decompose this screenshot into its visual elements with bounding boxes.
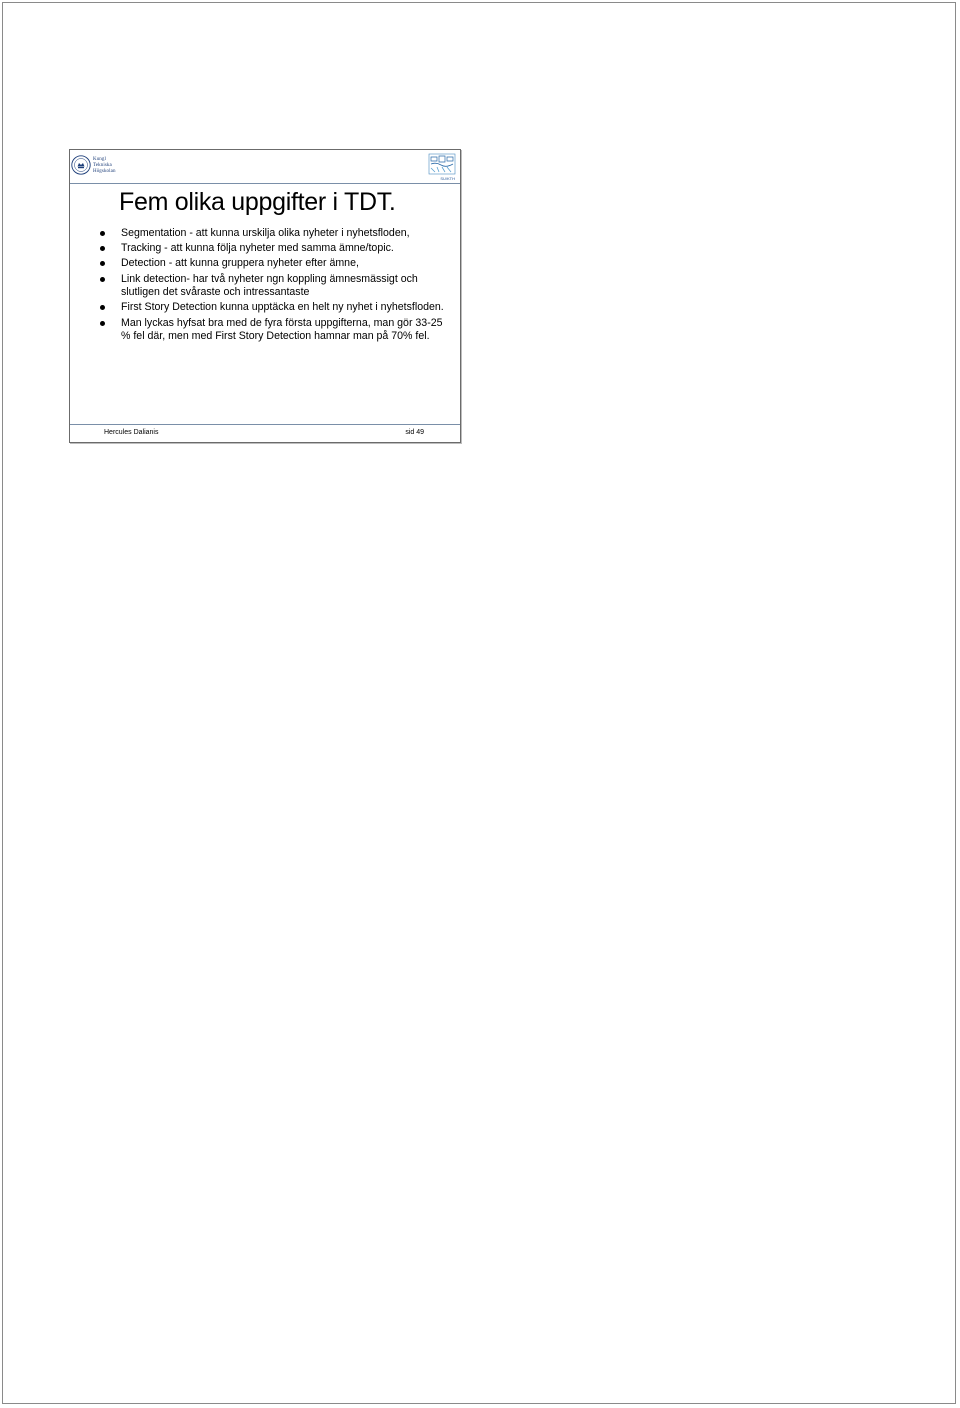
bullet-dot-icon [100, 231, 105, 236]
stockholm-university-crest-icon [427, 151, 457, 177]
footer-page-number: sid 49 [405, 429, 424, 436]
bullet-dot-icon [100, 246, 105, 251]
bullet-text: First Story Detection kunna upptäcka en helt ny nyhet i nyhetsfloden. [121, 301, 444, 314]
logo-text-line-2: Tekniska [93, 163, 112, 168]
slide-footer [70, 424, 460, 442]
bullet-text: Tracking - att kunna följa nyheter med samma ämne/topic. [121, 242, 394, 255]
bullet-dot-icon [100, 321, 105, 326]
bullet-item [96, 227, 446, 241]
kth-crest-icon [71, 152, 91, 178]
bullet-dot-icon [100, 305, 105, 310]
logo-text-line-3: Högskolan [93, 169, 116, 174]
footer-author: Hercules Dalianis [104, 429, 159, 436]
bullet-item [96, 301, 446, 315]
bullet-text: Segmentation - att kunna urskilja olika nyheter i nyhetsfloden, [121, 227, 410, 239]
bullet-item [96, 242, 446, 256]
slide-header [70, 150, 460, 184]
bullet-item [96, 273, 446, 300]
bullet-text: Link detection- har två nyheter ngn koppling ämnesmässigt och slutligen det svåraste och intressantaste [121, 272, 418, 299]
logo-text-line-1: Kungl [93, 157, 106, 162]
bullet-item [96, 317, 446, 344]
bullet-list [96, 227, 446, 345]
bullet-item [96, 257, 446, 271]
bullet-text: Man lyckas hyfsat bra med de fyra första uppgifterna, man gör 33-25 % fel där, men med First Story Detection hamnar man på 70% fel. [121, 316, 443, 343]
bullet-dot-icon [100, 261, 105, 266]
su-logo [427, 151, 457, 181]
bullet-text: Detection - att kunna gruppera nyheter efter ämne, [121, 257, 359, 270]
bullet-dot-icon [100, 277, 105, 282]
slide-title: Fem olika uppgifter i TDT. [119, 188, 396, 216]
slide [69, 149, 461, 443]
su-logo-caption: SU/KTH [440, 176, 455, 181]
kth-logo [71, 152, 129, 180]
